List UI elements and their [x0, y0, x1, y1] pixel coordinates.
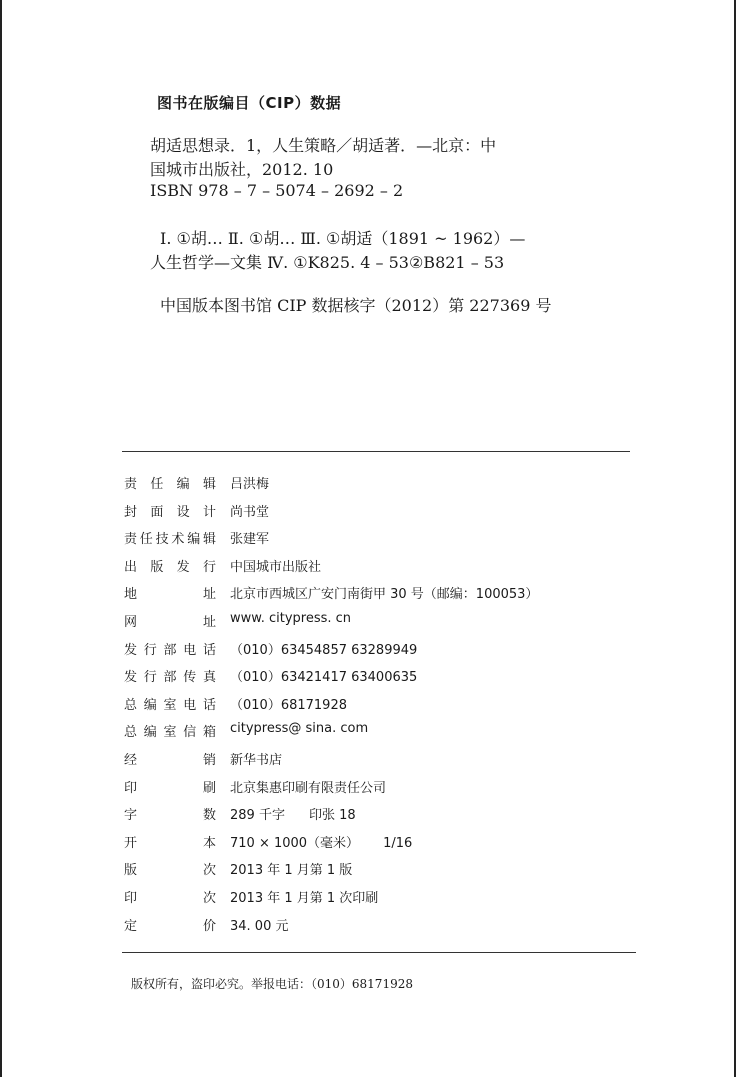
info-label: 印 刷: [124, 780, 216, 796]
info-label: 开 本: [124, 835, 216, 851]
info-value: [230, 721, 368, 736]
info-label: 地 址: [124, 587, 216, 603]
info-value-extra: 1/16: [383, 835, 413, 851]
info-value: [230, 887, 378, 906]
cip-line-record-number: 中国版本图书馆 CIP 数据核字（2012）第 227369 号: [160, 296, 552, 315]
info-label: 责 任 编 辑: [124, 477, 216, 492]
info-label: 定 价: [124, 918, 216, 934]
info-value-text: 289 千字: [230, 808, 285, 824]
info-value-text: 尚书堂: [230, 504, 270, 520]
info-label: 封 面 设 计: [124, 504, 216, 520]
info-label: 总 编 室 信 箱: [124, 725, 216, 741]
info-label: 经 销: [124, 752, 216, 768]
info-value-text: 北京集惠印刷有限责任公司: [230, 780, 387, 796]
info-value: [230, 583, 538, 602]
info-value: [230, 832, 412, 851]
info-label: 发 行 部 电 话: [124, 642, 216, 658]
info-value: [230, 666, 417, 685]
info-value-text: 北京市西城区广安门南街甲 30 号（邮编：100053）: [230, 587, 539, 603]
cip-line-isbn: ISBN 978 – 7 – 5074 – 2692 – 2: [150, 181, 404, 200]
info-value-text: citypress@ sina. com: [230, 721, 369, 737]
page-edge-left: [0, 0, 2, 1077]
info-value-text: 中国城市出版社: [230, 559, 322, 575]
cip-line-subject-2: 人生哲学—文集 Ⅳ. ①K825. 4 – 53②B821 – 53: [150, 253, 505, 272]
divider-top: [122, 451, 630, 452]
info-label: 责 任 技 术 编 辑: [124, 532, 216, 548]
info-value-text: 2013 年 1 月第 1 次印刷: [230, 890, 379, 906]
divider-bottom: [122, 952, 636, 953]
info-value-text: 34. 00 元: [230, 918, 289, 934]
info-value-text: 710 × 1000（毫米）: [230, 835, 360, 851]
info-value-text: www. citypress. cn: [230, 610, 352, 626]
copyright-notice: 版权所有，盗印必究。举报电话：（010）68171928: [131, 977, 413, 991]
info-value-text: （010）63421417 63400635: [230, 670, 418, 686]
info-value-text: 2013 年 1 月第 1 版: [230, 863, 353, 879]
cip-line-title-author: 胡适思想录．1，人生策略／胡适著．—北京：中: [150, 136, 497, 155]
info-label: 出 版 发 行: [124, 559, 216, 575]
info-value-text: 新华书店: [230, 752, 283, 768]
cip-title: 图书在版编目（CIP）数据: [157, 94, 342, 112]
info-value-text: 张建军: [230, 532, 270, 548]
info-value: [230, 749, 282, 768]
info-label: 发 行 部 传 真: [124, 670, 216, 686]
info-label: 版 次: [124, 863, 216, 879]
info-value: [230, 611, 351, 626]
info-value-text: （010）63454857 63289949: [230, 642, 418, 658]
info-value: [230, 694, 347, 713]
info-value: [230, 639, 417, 658]
info-value: [230, 804, 356, 823]
info-label: 字 数: [124, 808, 216, 824]
info-value: [230, 915, 288, 934]
info-value: [230, 556, 321, 575]
info-label: 总 编 室 电 话: [124, 697, 216, 713]
info-value: [230, 859, 352, 878]
info-value: [230, 777, 386, 796]
info-value-extra: 印张 18: [308, 808, 356, 824]
cip-line-publisher-date: 国城市出版社，2012. 10: [150, 160, 334, 179]
info-value: [230, 528, 269, 547]
cip-line-subject-1: Ⅰ. ①胡… Ⅱ. ①胡… Ⅲ. ①胡适（1891 ~ 1962）—: [160, 229, 526, 248]
info-value-text: 吕洪梅: [230, 477, 270, 492]
info-value: [230, 501, 269, 520]
info-label: 网 址: [124, 614, 216, 630]
info-label: 印 次: [124, 890, 216, 906]
info-value-text: （010）68171928: [230, 697, 347, 713]
info-value: [230, 473, 269, 492]
